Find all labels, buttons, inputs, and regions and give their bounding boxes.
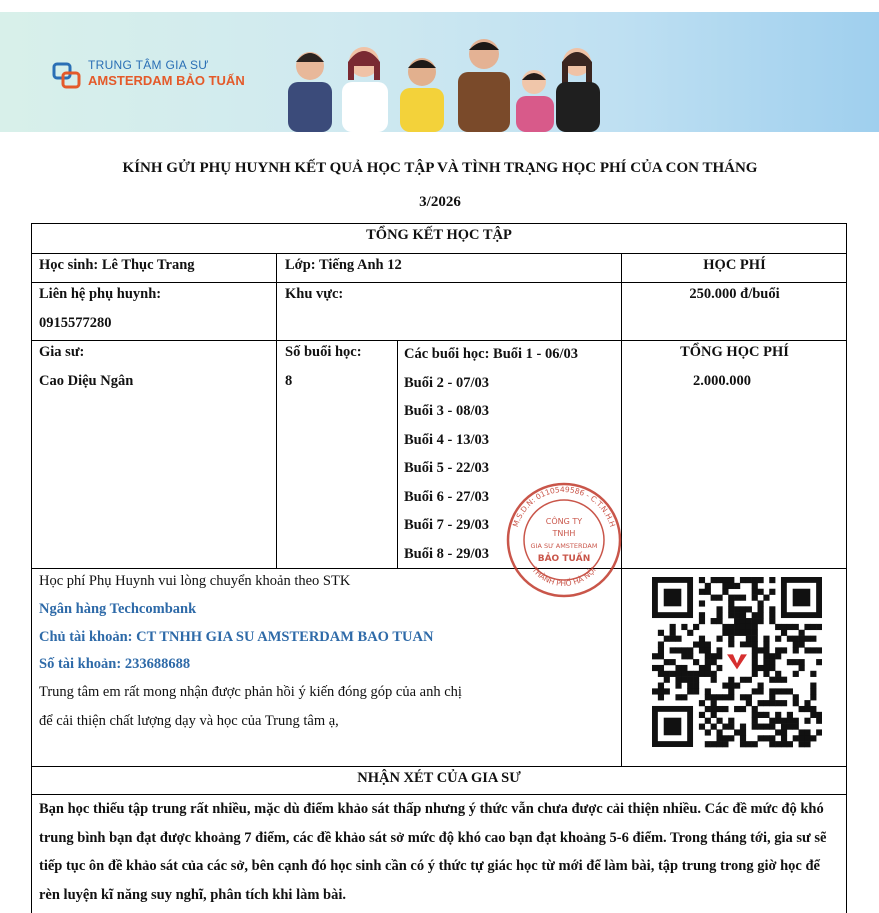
stamp-line-3: GIA SƯ AMSTERDAM: [530, 542, 598, 550]
sessions-count: 8: [285, 373, 293, 389]
stamp-line-2: TNHH: [552, 529, 576, 538]
account-number: Số tài khoản: 233688688: [39, 656, 191, 672]
header-banner: [0, 12, 879, 132]
area-label: Khu vực:: [285, 286, 344, 302]
fee-header: HỌC PHÍ: [703, 257, 766, 273]
session-item: Buổi 8 - 29/03: [404, 545, 489, 562]
bank-name: Ngân hàng Techcombank: [39, 601, 197, 617]
total-fee-value: 2.000.000: [693, 373, 751, 389]
svg-text:THÀNH PHỐ HÀ NỘI: [530, 565, 598, 588]
session-item: Buổi 6 - 27/03: [404, 488, 489, 505]
logo-icon: [52, 62, 82, 90]
session-item: Buổi 3 - 08/03: [404, 403, 489, 419]
parent-contact-label: Liên hệ phụ huynh:: [39, 286, 162, 302]
session-item: Các buổi học: Buổi 1 - 06/03: [404, 346, 579, 362]
session-item: Buổi 2 - 07/03: [404, 374, 489, 391]
class-name: Lớp: Tiếng Anh 12: [285, 257, 402, 273]
parent-contact-phone: 0915577280: [39, 315, 112, 331]
tutor-review-text: Bạn học thiếu tập trung rất nhiều, mặc dù điểm khảo sát thấp nhưng ý thức vẫn chưa được cải thiện nhiều. Các đề mức độ khó trung bình bạn đạt được khoảng 7 điểm, các đề khảo sát sở mức độ khó cao bạn đạt khoảng 5-6 điểm. Trong tháng tới, gia sư sẽ tiếp tục ôn đề khảo sát của các sở, bên cạnh đó học sinh cần có ý thức tự giác học từ mới để làm bài, tập trung trong giờ học để rèn luyện kĩ năng suy nghĩ, phân tích khi làm bài.: [39, 801, 827, 903]
session-item: Buổi 7 - 29/03: [404, 517, 489, 533]
summary-heading: TỔNG KẾT HỌC TẬP: [366, 227, 512, 243]
review-heading: NHẬN XÉT CỦA GIA SƯ: [357, 770, 521, 786]
stamp-line-1: CÔNG TY: [545, 517, 583, 526]
stamp-bottom-text: THÀNH PHỐ HÀ NỘI: [530, 565, 598, 589]
session-item: Buổi 4 - 13/03: [404, 431, 489, 448]
payment-qr-code: [652, 577, 822, 749]
total-fee-label: TỔNG HỌC PHÍ: [680, 344, 789, 360]
stamp-outer-text: M.S.D.N: 0110549586 - C.T.N.H.H: [510, 484, 618, 529]
sessions-count-label: Số buổi học:: [285, 344, 362, 360]
company-stamp: [502, 480, 626, 600]
banner-people-illustration: [272, 32, 612, 132]
tutor-label: Gia sư:: [39, 344, 85, 360]
student-name: Học sinh: Lê Thục Trang: [39, 257, 195, 273]
fee-per-session: 250.000 đ/buổi: [689, 286, 780, 302]
feedback-line-1: Trung tâm em rất mong nhận được phản hồi ý kiến đóng góp của anh chị: [39, 684, 462, 700]
feedback-line-2: để cải thiện chất lượng dạy và học của Trung tâm ạ,: [39, 713, 339, 729]
logo-line1: TRUNG TÂM GIA SƯ: [88, 58, 209, 72]
tutor-name: Cao Diệu Ngân: [39, 373, 134, 389]
payment-intro: Học phí Phụ Huynh vui lòng chuyển khoản theo STK: [39, 573, 351, 589]
logo-line2: AMSTERDAM BẢO TUẤN: [88, 73, 245, 88]
report-title-month: 3/2026: [419, 194, 461, 210]
session-item: Buổi 5 - 22/03: [404, 460, 489, 476]
account-holder: Chủ tài khoản: CT TNHH GIA SU AMSTERDAM BAO TUAN: [39, 629, 434, 645]
stamp-line-4: BẢO TUẤN: [537, 554, 591, 564]
center-logo: [52, 58, 262, 98]
report-title: KÍNH GỬI PHỤ HUYNH KẾT QUẢ HỌC TẬP VÀ TÌNH TRẠNG HỌC PHÍ CỦA CON THÁNG: [122, 160, 758, 176]
